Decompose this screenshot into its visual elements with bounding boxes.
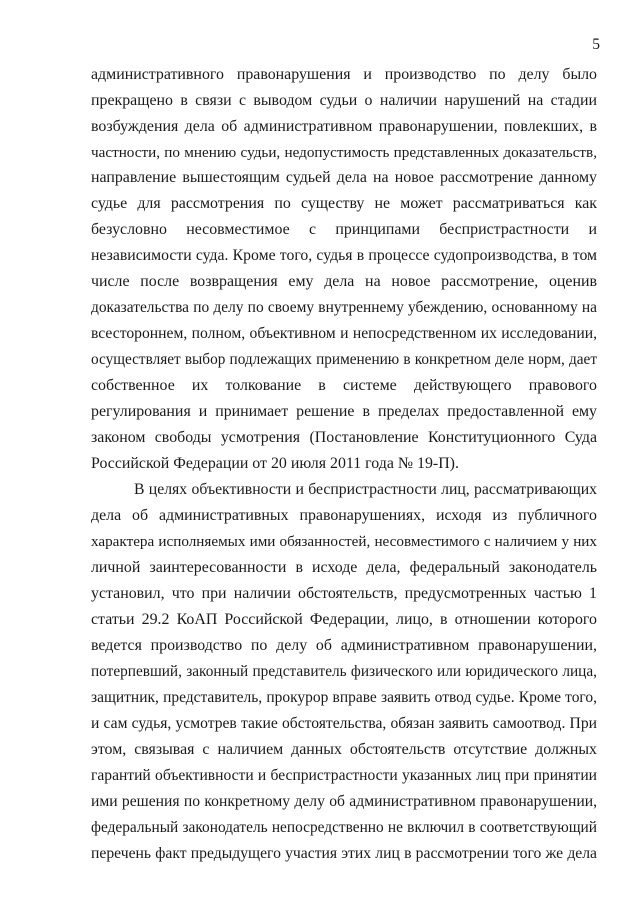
text-line: законом свободы усмотрения (Постановление Конституционного Суда [91, 429, 597, 446]
text-line: установил, что при наличии обстоятельств, предусмотренных частью 1 [91, 585, 597, 602]
text-line: ведется производство по делу об административном правонарушении, [91, 637, 597, 654]
text-line: всестороннем, полном, объективном и непосредственном их исследовании, [91, 325, 597, 342]
text-line: возбуждения дела об административном правонарушении, повлекших, в [91, 118, 597, 135]
text-line: числе после возвращения ему дела на новое рассмотрение, оценив [91, 273, 597, 290]
text-line: безусловно несовместимое с принципами беспристрастности и [91, 221, 597, 238]
text-line: федеральный законодатель непосредственно не включил в соответствующий [91, 819, 597, 836]
text-line: этом, связывая с наличием данных обстоятельств отсутствие должных [91, 741, 597, 758]
text-line: статьи 29.2 КоАП Российской Федерации, лицо, в отношении которого [91, 611, 597, 628]
text-line: прекращено в связи с выводом судьи о наличии нарушений на стадии [91, 92, 597, 109]
text-line: регулирования и принимает решение в пределах предоставленной ему [91, 403, 597, 420]
text-line: осуществляет выбор подлежащих применению в конкретном деле норм, дает [91, 351, 597, 368]
text-line: защитник, представитель, прокурор вправе заявить отвод судье. Кроме того, [91, 689, 597, 706]
text-line: потерпевший, законный представитель физического или юридического лица, [91, 663, 597, 680]
text-line: судье для рассмотрения по существу не может рассматриваться как [91, 195, 597, 212]
text-line: гарантий объективности и беспристрастности указанных лиц при принятии [91, 767, 597, 784]
text-line: В целях объективности и беспристрастности лиц, рассматривающих [134, 481, 597, 498]
text-line: направление вышестоящим судьей дела на новое рассмотрение данному [91, 169, 597, 186]
text-line: доказательства по делу по своему внутреннему убеждению, основанному на [91, 299, 597, 316]
text-line: частности, по мнению судьи, недопустимость представленных доказательств, [91, 144, 597, 161]
page-number: 5 [592, 36, 600, 53]
text-line: административного правонарушения и производство по делу было [91, 66, 597, 83]
text-line: независимости суда. Кроме того, судья в процессе судопроизводства, в том [91, 247, 597, 264]
text-line: Российской Федерации от 20 июля 2011 года № 19-П). [91, 455, 459, 472]
text-line: и сам судья, усмотрев такие обстоятельства, обязан заявить самоотвод. При [91, 715, 597, 732]
text-line: личной заинтересованности в исходе дела, федеральный законодатель [91, 559, 597, 576]
text-line: характера исполняемых ими обязанностей, несовместимого с наличием у них [91, 533, 597, 550]
text-line: ими решения по конкретному делу об административном правонарушении, [91, 793, 597, 810]
text-line: перечень факт предыдущего участия этих лиц в рассмотрении того же дела [91, 845, 597, 862]
text-line: дела об административных правонарушениях, исходя из публичного [91, 507, 597, 524]
text-line: собственное их толкование в системе действующего правового [91, 377, 597, 394]
